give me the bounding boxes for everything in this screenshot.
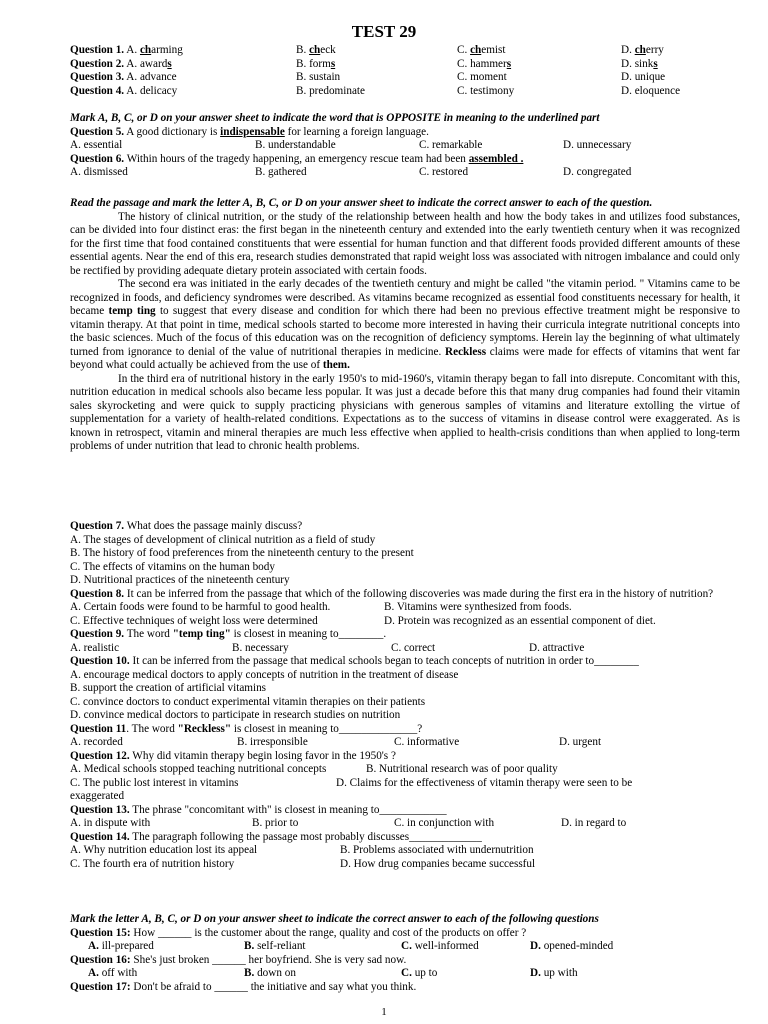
question-option: B. check — [296, 44, 336, 56]
question-option: C. chemist — [457, 44, 506, 56]
question-16-options: A. off with B. down on C. up to D. up with — [88, 967, 578, 979]
question-12-options-row-1: A. Medical schools stopped teaching nutritional concepts B. Nutritional research was of poor quality — [70, 763, 558, 775]
option: C. convince doctors to conduct experimental vitamin therapies on their patients — [70, 695, 426, 708]
question-option: B. predominate — [296, 84, 365, 97]
passage-paragraph-2: The second era was initiated in the early decades of the twentieth century and might be called "the vitamin period. " Vitamins came to be recognized in foods, and deficiency syndromes were described. As vitamins became recognized as essential food constituents necessary for health, it became temp ting to suggest that every disease and condition for which there had been no previous effective treatment might be responsive to vitamin therapy. At that point in time, medical schools started to become more interested in having their curricula integrate nutritional concepts into the basic sciences. Much of the focus of this education was on the recognition of deficiency symptoms. Herein lay the beginning of what ultimately turned from ignorance to denial of the value of nutritional therapies in medicine. Reckless claims were made for effects of vitamins that went far beyond what could actually be achieved from the use of them. — [70, 278, 741, 371]
question-row — [70, 58, 730, 72]
option: A. The stages of development of clinical nutrition as a field of study — [70, 533, 376, 546]
question-option: D. unique — [621, 71, 666, 84]
question-option: Question 4. A. delicacy — [70, 84, 178, 97]
section-instruction: Mark the letter A, B, C, or D on your answer sheet to indicate the correct answer to each of the following questions — [70, 913, 599, 925]
question-13-options: A. in dispute with B. prior to C. in conjunction with D. in regard to — [70, 817, 627, 829]
option: A. encourage medical doctors to apply concepts of nutrition in the treatment of disease — [70, 668, 459, 681]
reading-section — [70, 197, 740, 454]
question-option: D. eloquence — [621, 84, 681, 97]
question-12-options-row-2: C. The public lost interest in vitamins D. Claims for the effectiveness of vitamin therapy were seen to be — [70, 776, 633, 789]
question-5: Question 5. A good dictionary is indispensable for learning a foreign language. — [70, 125, 429, 138]
question-8-options-row-1: A. Certain foods were found to be harmful to good health. B. Vitamins were synthesized from foods. — [70, 601, 572, 613]
option-continuation: exaggerated — [70, 790, 125, 802]
question-16: Question 16: She's just broken ______ her boyfriend. She is very sad now. — [70, 953, 407, 966]
question-14-options-row-1: A. Why nutrition education lost its appeal B. Problems associated with undernutrition — [70, 844, 534, 856]
question-11: Question 11. The word "Reckless" is closest in meaning to______________? — [70, 722, 423, 735]
question-option: B. forms — [296, 57, 336, 70]
test-title: TEST 29 — [351, 22, 417, 41]
question-option: D. sinks — [621, 57, 658, 70]
question-7: Question 7. What does the passage mainly discuss? — [70, 520, 303, 532]
question-option: Question 3. A. advance — [70, 71, 177, 84]
section-instruction: Read the passage and mark the letter A, B, C, or D on your answer sheet to indicate the correct answer to each of the question. — [70, 197, 653, 209]
question-row — [70, 71, 730, 85]
question-14-options-row-2: C. The fourth era of nutrition history D. How drug companies became successful — [70, 857, 536, 870]
grammar-section — [70, 913, 740, 994]
question-8: Question 8. It can be inferred from the passage that which of the following discoveries was made during the first era in the history of nutrition? — [70, 587, 714, 600]
option: B. support the creation of artificial vitamins — [70, 682, 267, 694]
reading-questions — [70, 520, 740, 871]
question-option: D. cherry — [621, 44, 664, 56]
question-17: Question 17: Don't be afraid to ______ the initiative and say what you think. — [70, 980, 417, 993]
question-10: Question 10. It can be inferred from the passage that medical schools began to teach concepts of nutrition in order to________ — [70, 655, 639, 667]
option: D. Nutritional practices of the nineteenth century — [70, 574, 290, 586]
page-number: 1 — [381, 1006, 387, 1018]
question-label: Question 3. — [70, 71, 125, 84]
section-instruction: Mark A, B, C, or D on your answer sheet to indicate the word that is OPPOSITE in meaning to the underlined part — [70, 112, 600, 124]
question-option: B. sustain — [296, 71, 341, 84]
question-14: Question 14. The paragraph following the passage most probably discusses_____________ — [70, 830, 482, 843]
question-5-options: A. essential B. understandable C. remarkable D. unnecessary — [70, 139, 632, 151]
question-option: C. testimony — [457, 84, 515, 97]
question-11-options: A. recorded B. irresponsible C. informative D. urgent — [70, 736, 602, 748]
question-9-options: A. realistic B. necessary C. correct D. attractive — [70, 641, 585, 654]
question-15: Question 15: How ______ is the customer about the range, quality and cost of the products on offer ? — [70, 926, 527, 939]
question-option: Question 2. A. awards — [70, 57, 172, 70]
question-label: Question 1. — [70, 44, 125, 56]
option: D. convince medical doctors to participate in research studies on nutrition — [70, 709, 401, 721]
option: C. The effects of vitamins on the human body — [70, 560, 275, 573]
pronunciation-questions — [70, 44, 730, 98]
question-13: Question 13. The phrase "concomitant with" is closest in meaning to____________ — [70, 803, 447, 816]
question-label: Question 2. — [70, 57, 125, 70]
question-label: Question 4. — [70, 84, 125, 97]
question-6: Question 6. Within hours of the tragedy happening, an emergency rescue team had been assembled . — [70, 152, 524, 165]
question-6-options: A. dismissed B. gathered C. restored D. congregated — [70, 166, 632, 178]
question-15-options: A. ill-prepared B. self-reliant C. well-informed D. opened-minded — [88, 940, 614, 952]
question-8-options-row-2: C. Effective techniques of weight loss were determined D. Protein was recognized as an essential component of diet. — [70, 614, 656, 627]
question-9: Question 9. The word "temp ting" is closest in meaning to________. — [70, 628, 387, 640]
option: B. The history of food preferences from the nineteenth century to the present — [70, 547, 414, 559]
question-option: C. hammers — [457, 57, 512, 70]
question-row — [70, 44, 730, 58]
question-12: Question 12. Why did vitamin therapy begin losing favor in the 1950's ? — [70, 749, 396, 762]
question-row — [70, 85, 730, 99]
opposite-meaning-section — [70, 112, 740, 180]
question-option: Question 1. A. charming — [70, 44, 183, 56]
passage-paragraph-3: In the third era of nutritional history in the early 1950's to mid-1960's, vitamin therapy began to fall into disrepute. Concomitant with this, nutrition education in medical schools also became less popular. It was just a decade before this that many drug companies had found their vitamin sales skyrocketing and were quick to supply practicing physicians with generous samples of vitamins and literature extolling the virtue of supplementation for a variety of health-related conditions. Expectations as to the success of vitamins in disease control were exaggerated. As is known in retrospect, vitamin and mineral therapies are much less effective when applied to health-crisis conditions than when applied to long-term problems of under nutrition that lead to chronic health problems. — [70, 372, 740, 452]
question-option: C. moment — [457, 71, 507, 84]
passage — [70, 211, 740, 454]
passage-paragraph-1: The history of clinical nutrition, or the study of the relationship between health and how the body takes in and utilizes food substances, can be divided into four distinct eras: the first began in the nineteenth century and extended into the early twentieth century when it was recognized for the first time that food contained constituents that were essential for human function and that different foods provided different amounts of these essential agents. Near the end of this era, research studies demonstrated that rapid weight loss was associated with nitrogen imbalance and could only be rectified by providing adequate dietary protein associated with certain foods. — [70, 210, 740, 277]
